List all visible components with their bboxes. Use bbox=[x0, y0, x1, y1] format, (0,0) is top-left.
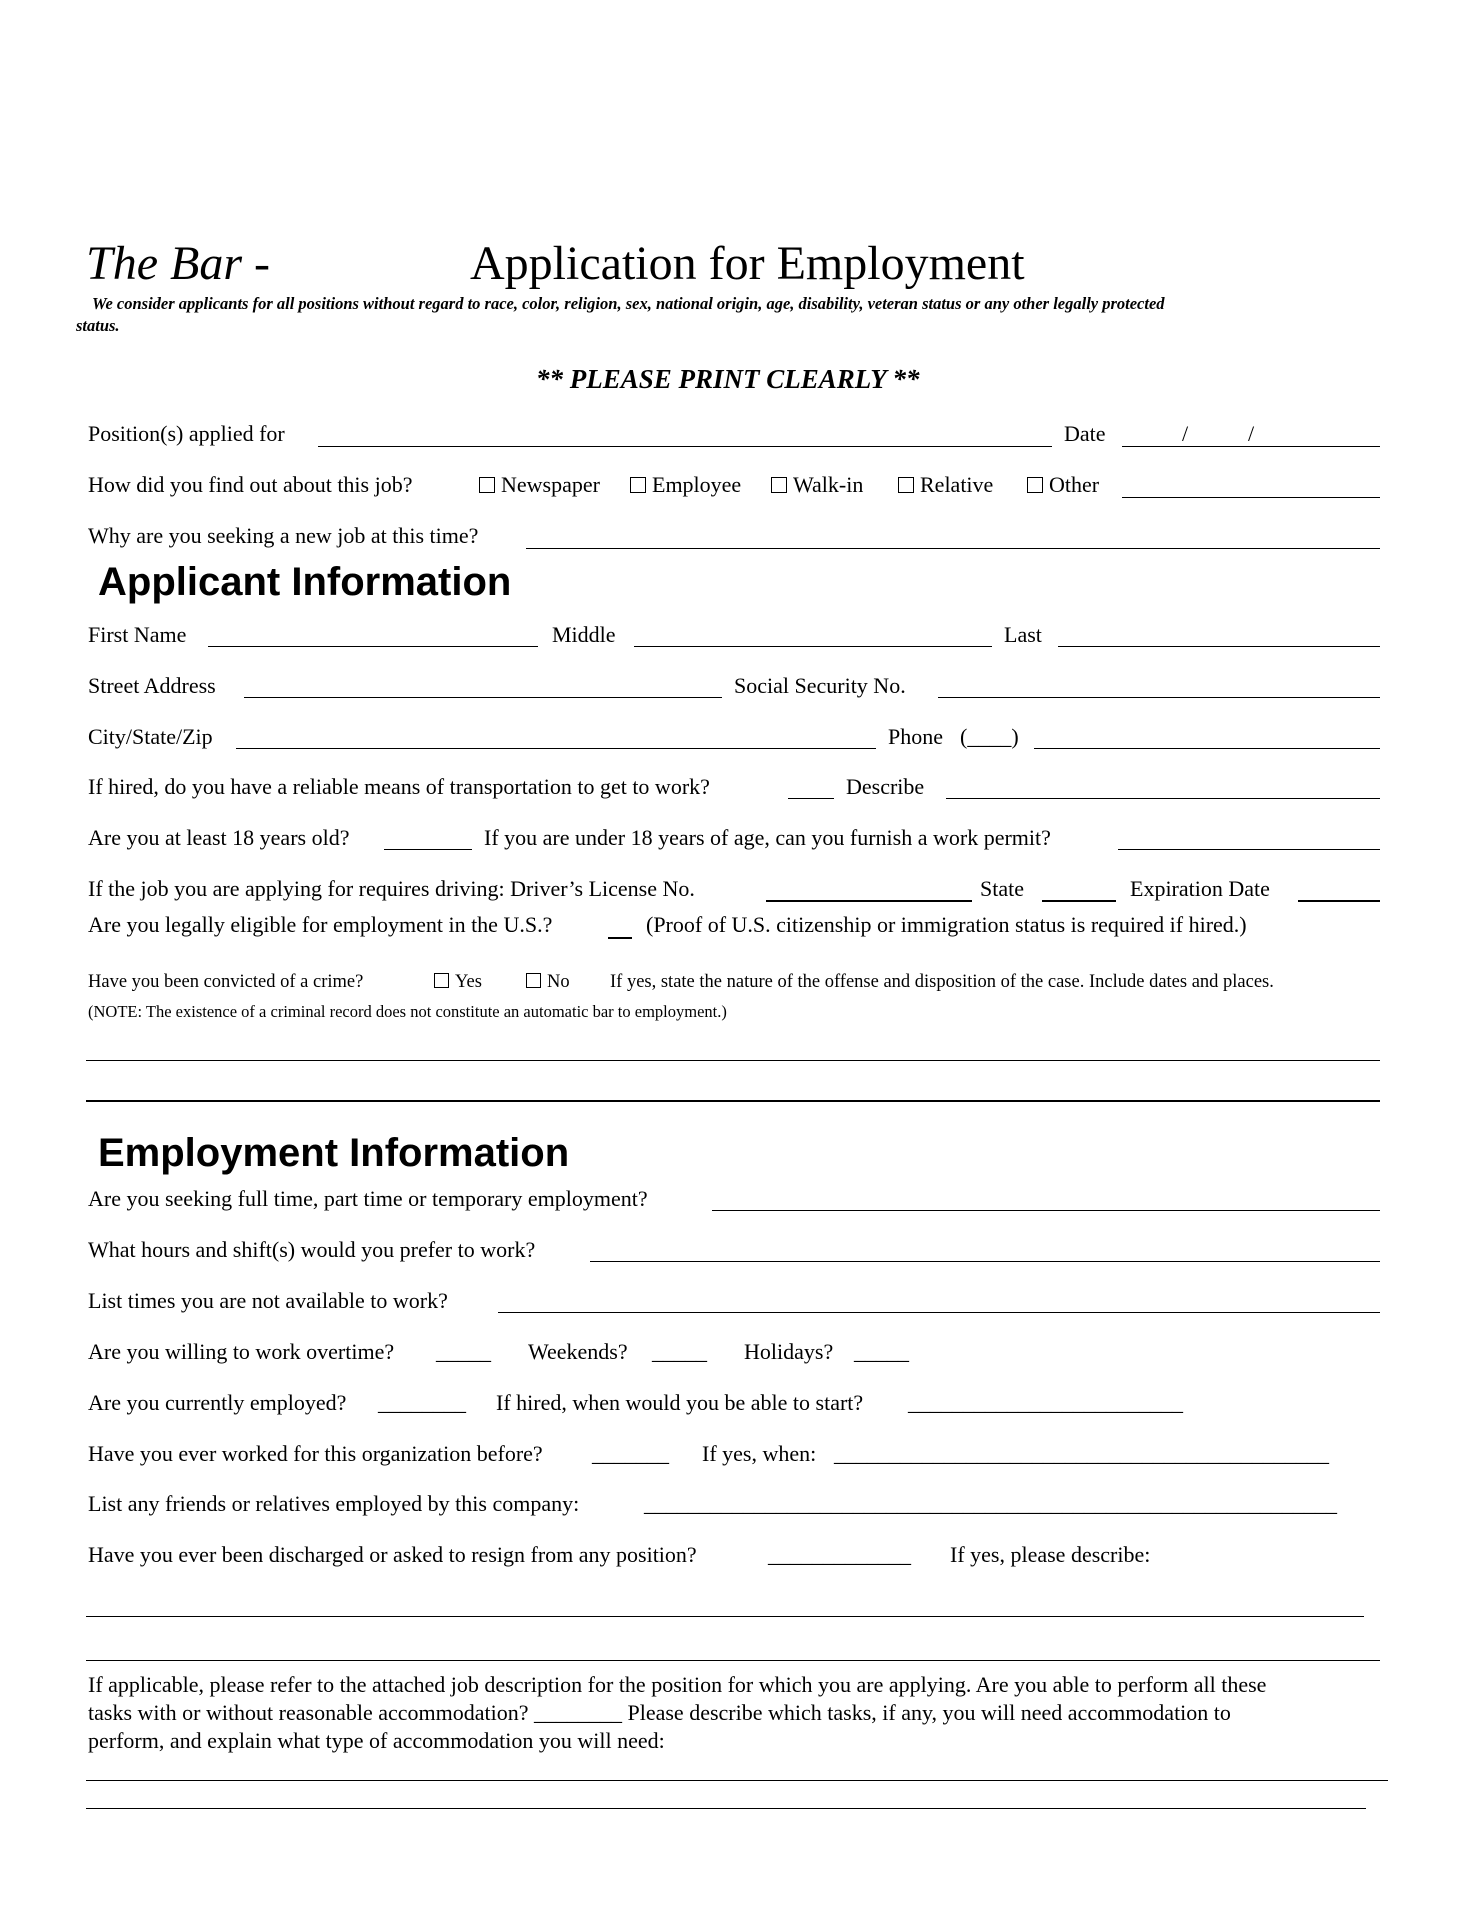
accommodation-answer-line-2[interactable] bbox=[86, 1808, 1366, 1809]
crime-no-option[interactable]: No bbox=[526, 972, 570, 993]
find-option-newspaper[interactable]: Newspaper bbox=[479, 472, 600, 498]
find-option-walkin[interactable]: Walk-in bbox=[771, 472, 863, 498]
brand-name: The Bar - bbox=[86, 237, 270, 290]
crime-label: Have you been convicted of a crime? bbox=[88, 972, 364, 992]
permit-label: If you are under 18 years of age, can you furnish a work permit? bbox=[484, 825, 1051, 850]
checkbox-icon bbox=[479, 477, 495, 493]
overtime-label: Are you willing to work overtime? bbox=[88, 1339, 395, 1364]
find-option-employee[interactable]: Employee bbox=[630, 472, 741, 498]
holidays-field[interactable]: _____ bbox=[854, 1339, 909, 1364]
find-label: How did you find out about this job? bbox=[88, 472, 413, 497]
not-available-label: List times you are not available to work? bbox=[88, 1288, 448, 1313]
eligible-label: Are you legally eligible for employment in the U.S.? bbox=[88, 912, 553, 937]
discharged-describe-label: If yes, please describe: bbox=[950, 1542, 1151, 1567]
seeking-label: Are you seeking full time, part time or temporary employment? bbox=[88, 1186, 648, 1211]
checkbox-icon bbox=[898, 477, 914, 493]
state-label: State bbox=[980, 876, 1024, 901]
discharged-answer-line-1[interactable] bbox=[86, 1616, 1364, 1617]
city-label: City/State/Zip bbox=[88, 724, 213, 749]
eligible-field[interactable] bbox=[608, 937, 632, 939]
transport-field[interactable] bbox=[788, 798, 834, 799]
date-separator-2: / bbox=[1248, 421, 1255, 446]
accommodation-line-3: perform, and explain what type of accommodation you will need: bbox=[88, 1728, 665, 1753]
positions-field[interactable] bbox=[318, 446, 1052, 447]
friends-label: List any friends or relatives employed by this company: bbox=[88, 1491, 580, 1516]
positions-label: Position(s) applied for bbox=[88, 421, 285, 446]
middle-name-label: Middle bbox=[552, 622, 616, 647]
not-available-field[interactable] bbox=[498, 1312, 1380, 1313]
checkbox-icon bbox=[434, 973, 449, 988]
worked-before-field[interactable]: _______ bbox=[592, 1441, 669, 1466]
checkbox-icon bbox=[526, 973, 541, 988]
phone-area-code[interactable]: (____) bbox=[960, 724, 1019, 749]
ifyes-when-label: If yes, when: bbox=[702, 1441, 817, 1466]
first-name-label: First Name bbox=[88, 622, 187, 647]
ssn-field[interactable] bbox=[938, 697, 1380, 698]
weekends-field[interactable]: _____ bbox=[652, 1339, 707, 1364]
accommodation-line-1: If applicable, please refer to the attached job description for the position for which you are applying. Are you able to perform all these bbox=[88, 1672, 1267, 1697]
first-name-field[interactable] bbox=[208, 646, 538, 647]
date-separator-1: / bbox=[1182, 421, 1189, 446]
employed-label: Are you currently employed? bbox=[88, 1390, 347, 1415]
checkbox-icon bbox=[630, 477, 646, 493]
accommodation-line-2: tasks with or without reasonable accommodation? ________ Please describe which tasks, if any, you will need accommodation to bbox=[88, 1700, 1231, 1725]
disclaimer-line-2: status. bbox=[76, 316, 120, 335]
checkbox-icon bbox=[1027, 477, 1043, 493]
page-title: Application for Employment bbox=[470, 237, 1025, 290]
street-field[interactable] bbox=[244, 697, 722, 698]
overtime-field[interactable]: _____ bbox=[436, 1339, 491, 1364]
holidays-label: Holidays? bbox=[744, 1339, 834, 1364]
weekends-label: Weekends? bbox=[528, 1339, 628, 1364]
age-label: Are you at least 18 years old? bbox=[88, 825, 350, 850]
date-label: Date bbox=[1064, 421, 1106, 446]
phone-field[interactable] bbox=[1034, 748, 1380, 749]
license-field[interactable] bbox=[766, 900, 972, 902]
worked-before-label: Have you ever worked for this organization before? bbox=[88, 1441, 543, 1466]
crime-ifyes-label: If yes, state the nature of the offense and disposition of the case. Include dates and places. bbox=[610, 972, 1274, 992]
find-other-field[interactable] bbox=[1122, 497, 1380, 498]
permit-field[interactable] bbox=[1118, 849, 1380, 850]
employment-section-heading: Employment Information bbox=[98, 1131, 570, 1175]
seeking-field[interactable] bbox=[712, 1210, 1380, 1211]
start-label: If hired, when would you be able to start? bbox=[496, 1390, 864, 1415]
crime-answer-line-1[interactable] bbox=[86, 1060, 1380, 1061]
find-option-other[interactable]: Other bbox=[1027, 472, 1099, 498]
disclaimer-line-1: We consider applicants for all positions without regard to race, color, religion, sex, national origin, age, disability, veteran status or any other legally protected bbox=[92, 294, 1165, 313]
describe-field[interactable] bbox=[946, 798, 1380, 799]
street-label: Street Address bbox=[88, 673, 216, 698]
find-option-relative[interactable]: Relative bbox=[898, 472, 993, 498]
discharged-label: Have you ever been discharged or asked to resign from any position? bbox=[88, 1542, 697, 1567]
describe-label: Describe bbox=[846, 774, 925, 799]
expiration-label: Expiration Date bbox=[1130, 876, 1270, 901]
accommodation-answer-line-1[interactable] bbox=[86, 1780, 1388, 1781]
hours-label: What hours and shift(s) would you prefer to work? bbox=[88, 1237, 536, 1262]
discharged-answer-line-2[interactable] bbox=[86, 1660, 1380, 1661]
transport-label: If hired, do you have a reliable means of transportation to get to work? bbox=[88, 774, 710, 799]
applicant-section-heading: Applicant Information bbox=[98, 560, 512, 604]
ssn-label: Social Security No. bbox=[734, 673, 906, 698]
state-field[interactable] bbox=[1042, 900, 1116, 902]
ifyes-when-field[interactable]: _____________________________________________ bbox=[834, 1441, 1329, 1466]
age-field[interactable] bbox=[384, 849, 472, 850]
discharged-field[interactable]: _____________ bbox=[768, 1542, 911, 1567]
city-field[interactable] bbox=[236, 748, 876, 749]
phone-label: Phone bbox=[888, 724, 943, 749]
last-name-label: Last bbox=[1004, 622, 1042, 647]
why-field[interactable] bbox=[526, 548, 1380, 549]
crime-yes-option[interactable]: Yes bbox=[434, 972, 482, 993]
start-field[interactable]: _________________________ bbox=[908, 1390, 1183, 1415]
why-label: Why are you seeking a new job at this time? bbox=[88, 523, 479, 548]
expiration-field[interactable] bbox=[1298, 900, 1380, 902]
crime-note: (NOTE: The existence of a criminal record does not constitute an automatic bar to employment.) bbox=[88, 1002, 727, 1021]
crime-answer-line-2[interactable] bbox=[86, 1100, 1380, 1102]
checkbox-icon bbox=[771, 477, 787, 493]
hours-field[interactable] bbox=[590, 1261, 1380, 1262]
employed-field[interactable]: ________ bbox=[378, 1390, 466, 1415]
driving-label: If the job you are applying for requires driving: Driver’s License No. bbox=[88, 876, 695, 901]
last-name-field[interactable] bbox=[1058, 646, 1380, 647]
eligible-note: (Proof of U.S. citizenship or immigration status is required if hired.) bbox=[646, 912, 1247, 937]
middle-name-field[interactable] bbox=[634, 646, 992, 647]
friends-field[interactable]: _______________________________________________________________ bbox=[644, 1491, 1337, 1516]
print-notice: ** PLEASE PRINT CLEARLY ** bbox=[536, 364, 920, 394]
